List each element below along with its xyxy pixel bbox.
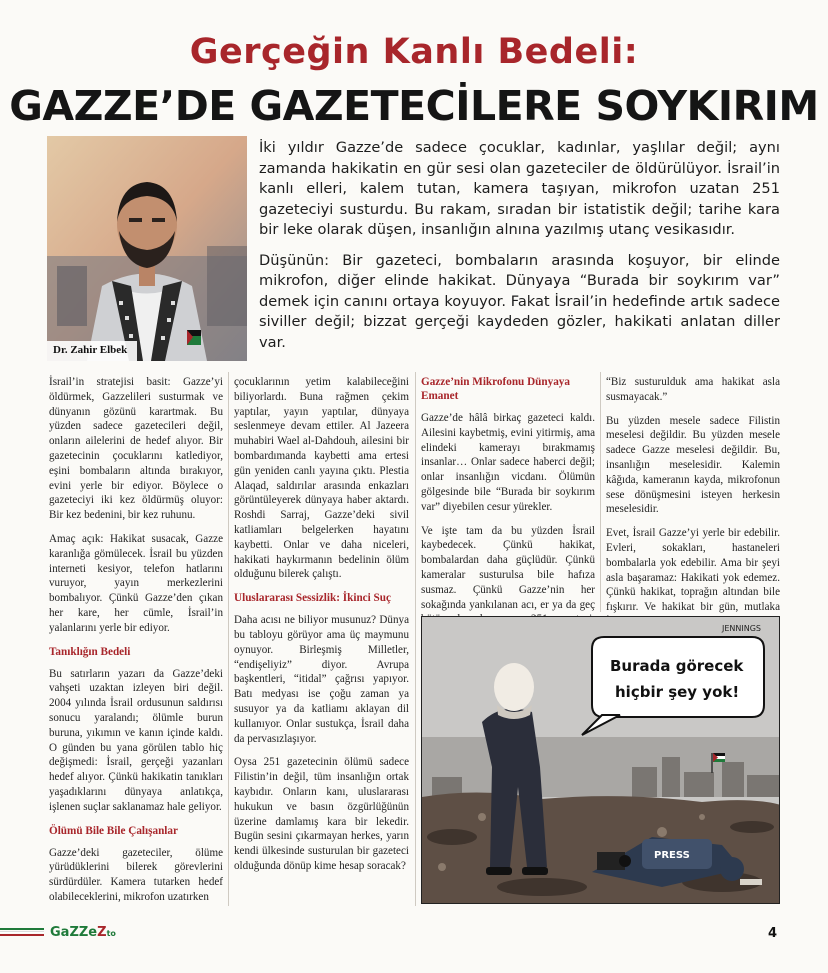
press-vest-label: PRESS xyxy=(654,850,690,861)
cartoonist-signature: JENNINGS xyxy=(722,624,762,633)
cartoon-speech-line-1: Burada görecek xyxy=(610,657,744,675)
footer-flag-stripes xyxy=(0,928,44,940)
column-divider xyxy=(600,372,601,612)
section-heading: Gazze’nin Mikrofonu Dünyaya Emanet xyxy=(421,376,570,402)
body-paragraph: Bu yüzden mesele sadece Filistin meselesi değildir. Bu yüzden mesele sadece Gazze meselesi değildir. Bu, insanlığın meselesidir. Kalemin kâğıda, kameranın kayda, mikrofonun sese dönüşmesini isteyen herkesin meselesidir. xyxy=(606,414,780,516)
headline-main: GAZZE’DE GAZETECİLERE SOYKIRIM xyxy=(9,82,819,130)
intro-paragraph-2: Düşünün: Bir gazeteci, bombaların arasında koşuyor, bir elinde mikrofon, diğer elinde hakikat. Dünyaya “Burada bir soykırım var” demek için canını ortaya koyuyor. Fakat İsrail’in hedefinde artık sadece siviller değil; bizzat gerçeği kaydeden gözler, hakikati anlatan diller var. xyxy=(259,251,780,351)
cartoon-illustration xyxy=(422,617,780,904)
column-divider xyxy=(415,372,416,906)
body-paragraph: Bu satırların yazarı da Gazze’deki vahşeti uzaktan izleyen biri değil. 2004 yılında İsrail ordusunun saldırısı sonucu yaralandı; ölümle burun buruna, yıkımın ve kanın içinde kaldı. O günden bu yana görülen tablo hiç değişmedi: İsrail, gerçeği yazanları hedef alıyor. Çünkü hakikatin tanıkları yaşadıklarını dünyaya anlatıkça, işlenen suçlar saklanamaz hale geliyor. xyxy=(49,667,223,813)
article-column-3 xyxy=(421,372,595,651)
section-heading: Ölümü Bile Bile Çalışanlar xyxy=(49,824,178,837)
author-portrait-illustration xyxy=(47,136,247,361)
cartoon-speech-line-2: hiçbir şey yok! xyxy=(615,683,740,701)
section-heading: Tanıklığın Bedeli xyxy=(49,645,131,658)
author-photo xyxy=(47,136,247,361)
column-divider xyxy=(228,372,229,906)
body-paragraph: çocuklarının yetim kalabileceğini biliyorlardı. Buna rağmen çekim yaptılar, yayın yaptılar, dünyaya seslenmeye devam ettiler. Al Jazeera muhabiri Wael al-Dahdouh, ailesini bir bombardımanda kaybetti ama ertesi gün yeniden canlı yayına çıktı. Plestia Alaqad, saldırılar arasında enkazları görüntüleyerek dünyaya haber aktardı. Roshdi Sarraj, Gazze’deki sivil katliamları belgelerken hayatını kaybetti. Onlar ve daha niceleri, hakikati haykırmanın bedelinin ölüm olduğunu bilerek çalıştı. xyxy=(234,376,409,581)
article-column-2 xyxy=(234,375,409,883)
intro-paragraph-1: İki yıldır Gazze’de sadece çocuklar, kadınlar, yaşlılar değil; aynı zamanda hakikatin en gür sesi olan gazeteciler de öldürülüyor. İsrail’in kanlı elleri, kalem tutan, kamera taşıyan, mikrofon uzatan 251 gazeteciyi susturdu. Bu rakam, sıradan bir istatistik değil; tarihe kara bir leke olarak düşen, insanlığın alnına yazılmış utanç vesikasıdır. xyxy=(259,139,780,238)
body-paragraph: Oysa 251 gazetecinin ölümü sadece Filistin’in değil, tüm insanlığın ortak kaybıdır. Onların kanı, uluslararası hukukun ve basın özgürlüğünün üzerine damlamış kara bir lekedir. Bugün sesini çıkarmayan herkes, yarın kendi ülkesinde susturulan bir gazeteci olduğunda dönüp kime hesap soracak? xyxy=(234,756,409,872)
body-paragraph: Gazze’de hâlâ birkaç gazeteci kaldı. Ailesini kaybetmiş, evini yitirmiş, ama elindeki kamerayı bırakmamış insanlar… Onlar sadece haberci değil; onlar insanlığın vicdanı. Ölümün gölgesinde bile “Burada bir soykırım var” diyebilen cesur yürekler. xyxy=(421,412,595,513)
article-column-4 xyxy=(606,375,780,639)
headline-kicker: Gerçeğin Kanlı Bedeli: xyxy=(189,32,639,72)
body-paragraph: Gazze’deki gazeteciler, ölüme yürüdüklerini bilerek görevlerini sürdürdüler. Kamera tutarken hedef olabileceklerini, mikrofon uzatırken xyxy=(49,846,223,903)
author-caption: Dr. Zahir Elbek xyxy=(53,344,128,356)
body-paragraph: Evet, İsrail Gazze’yi yerle bir edebilir. Evleri, sokakları, hastaneleri bombalarla yok edebilir. Ama bir şeyi asla başaramaz: Hakikati yok edemez. Çünkü hakikat, toprağın altından bile fışkırır. Ve hakikat bir gün, mutlaka xyxy=(606,527,780,614)
article-intro xyxy=(259,138,780,363)
body-paragraph: Ve işte tam da bu yüzden İsrail kaybedecek. Çünkü hakikat, bombalardan daha güçlüdür. Çünkü kameralar susturulsa bile hafıza susmaz. Çünkü Gazze’nin her sokağında yankılanan acı, er ya da geç xyxy=(421,524,595,611)
section-heading: Uluslararası Sessizlik: İkinci Suç xyxy=(234,592,391,605)
body-paragraph: Daha acısı ne biliyor musunuz? Dünya bu tabloyu görüyor ama üç maymunu oynuyor. Birleşmiş Milletler, “endişeliyiz” diyor. Avrupa başkentleri, “itidal” çağrısı yapıyor. Batı medyası ise çoğu zaman ya susuyor ya da katliamı aklayan dil kullanıyor. Onlar sustukça, İsrail daha da pervasızlaşıyor. xyxy=(234,614,409,745)
magazine-logo: GaZZeZto xyxy=(50,925,116,940)
body-paragraph: İsrail’in stratejisi basit: Gazze’yi öldürmek, Gazzelileri susturmak ve dünyanın gözünü karartmak. Bu yüzden sadece gazetecileri değil, onların ailelerini de hedef alıyor. Bir gazetecinin çocuklarını katlediyor, eşini bombaların altında bırakıyor, evini yerle bir ediyor. Böylece o gazeteciyi iki kez öldürmüş oluyor: Bir kez bedenini, bir kez ruhunu. xyxy=(49,376,223,522)
editorial-cartoon xyxy=(421,616,780,904)
page-number: 4 xyxy=(768,926,778,941)
quote-paragraph: “Biz susturulduk ama hakikat asla susmayacak.” xyxy=(606,376,780,403)
article-column-1 xyxy=(49,375,223,914)
body-paragraph: Amaç açık: Hakikat susacak, Gazze karanlığa gömülecek. İsrail bu yüzden interneti kesiyor, telefon hatlarını vuruyor, yayın merkezlerini bombalıyor. Çünkü Gazze’den çıkan her kare, her cümle, İsrail’in yalanlarını yerle bir ediyor. xyxy=(49,532,223,634)
